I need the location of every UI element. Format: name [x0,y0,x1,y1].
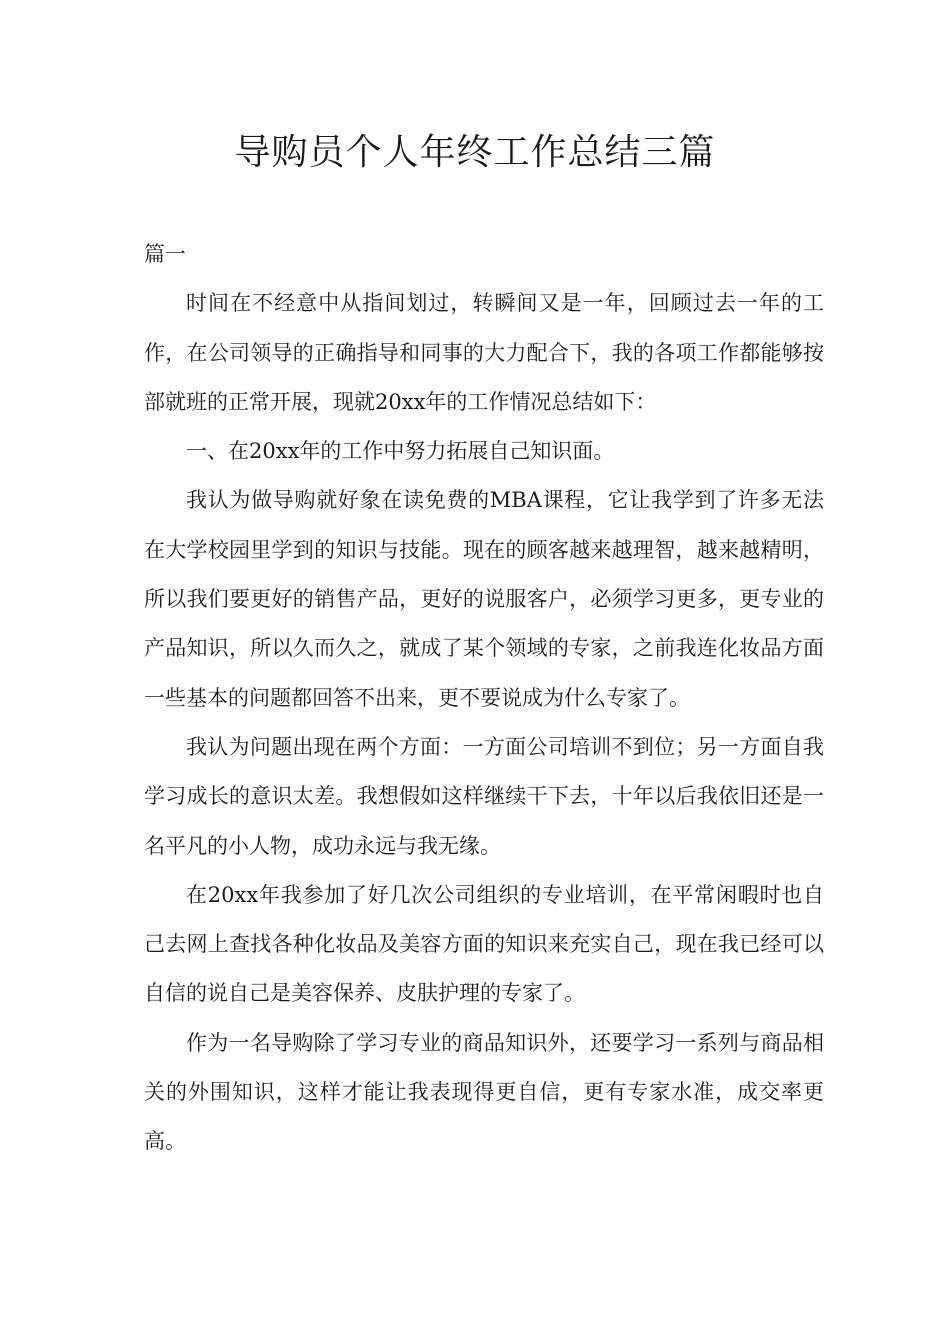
paragraph: 我认为做导购就好象在读免费的MBA课程，它让我学到了许多无法在大学校园里学到的知识与技能。现在的顾客越来越理智，越来越精明，所以我们要更好的销售产品，更好的说服客户，必须学习更多，更专业的产品知识，所以久而久之，就成了某个领域的专家，之前我连化妆品方面一些基本的问题都回答不出来，更不要说成为什么专家了。 [144,488,824,710]
paragraph: 时间在不经意中从指间划过，转瞬间又是一年，回顾过去一年的工作，在公司领导的正确指导和同事的大力配合下，我的各项工作都能够按部就班的正常开展，现就20xx年的工作情况总结如下： [144,291,824,414]
section-heading: 一、在20xx年的工作中努力拓展自己知识面。 [186,439,615,464]
paragraph: 我认为问题出现在两个方面：一方面公司培训不到位；另一方面自我学习成长的意识太差。我想假如这样继续干下去，十年以后我依旧还是一名平凡的小人物，成功永远与我无缘。 [144,734,824,858]
paragraph: 在20xx年我参加了好几次公司组织的专业培训，在平常闲暇时也自己去网上查找各种化妆品及美容方面的知识来充实自己，现在我已经可以自信的说自己是美容保养、皮肤护理的专家了。 [144,882,824,1006]
paragraph: 作为一名导购除了学习专业的商品知识外，还要学习一系列与商品相关的外围知识，这样才能让我表现得更自信，更有专家水准，成交率更高。 [144,1030,824,1154]
section-label: 篇一 [144,242,186,266]
document-title: 导购员个人年终工作总结三篇 [234,132,716,173]
document-body [144,230,824,1167]
